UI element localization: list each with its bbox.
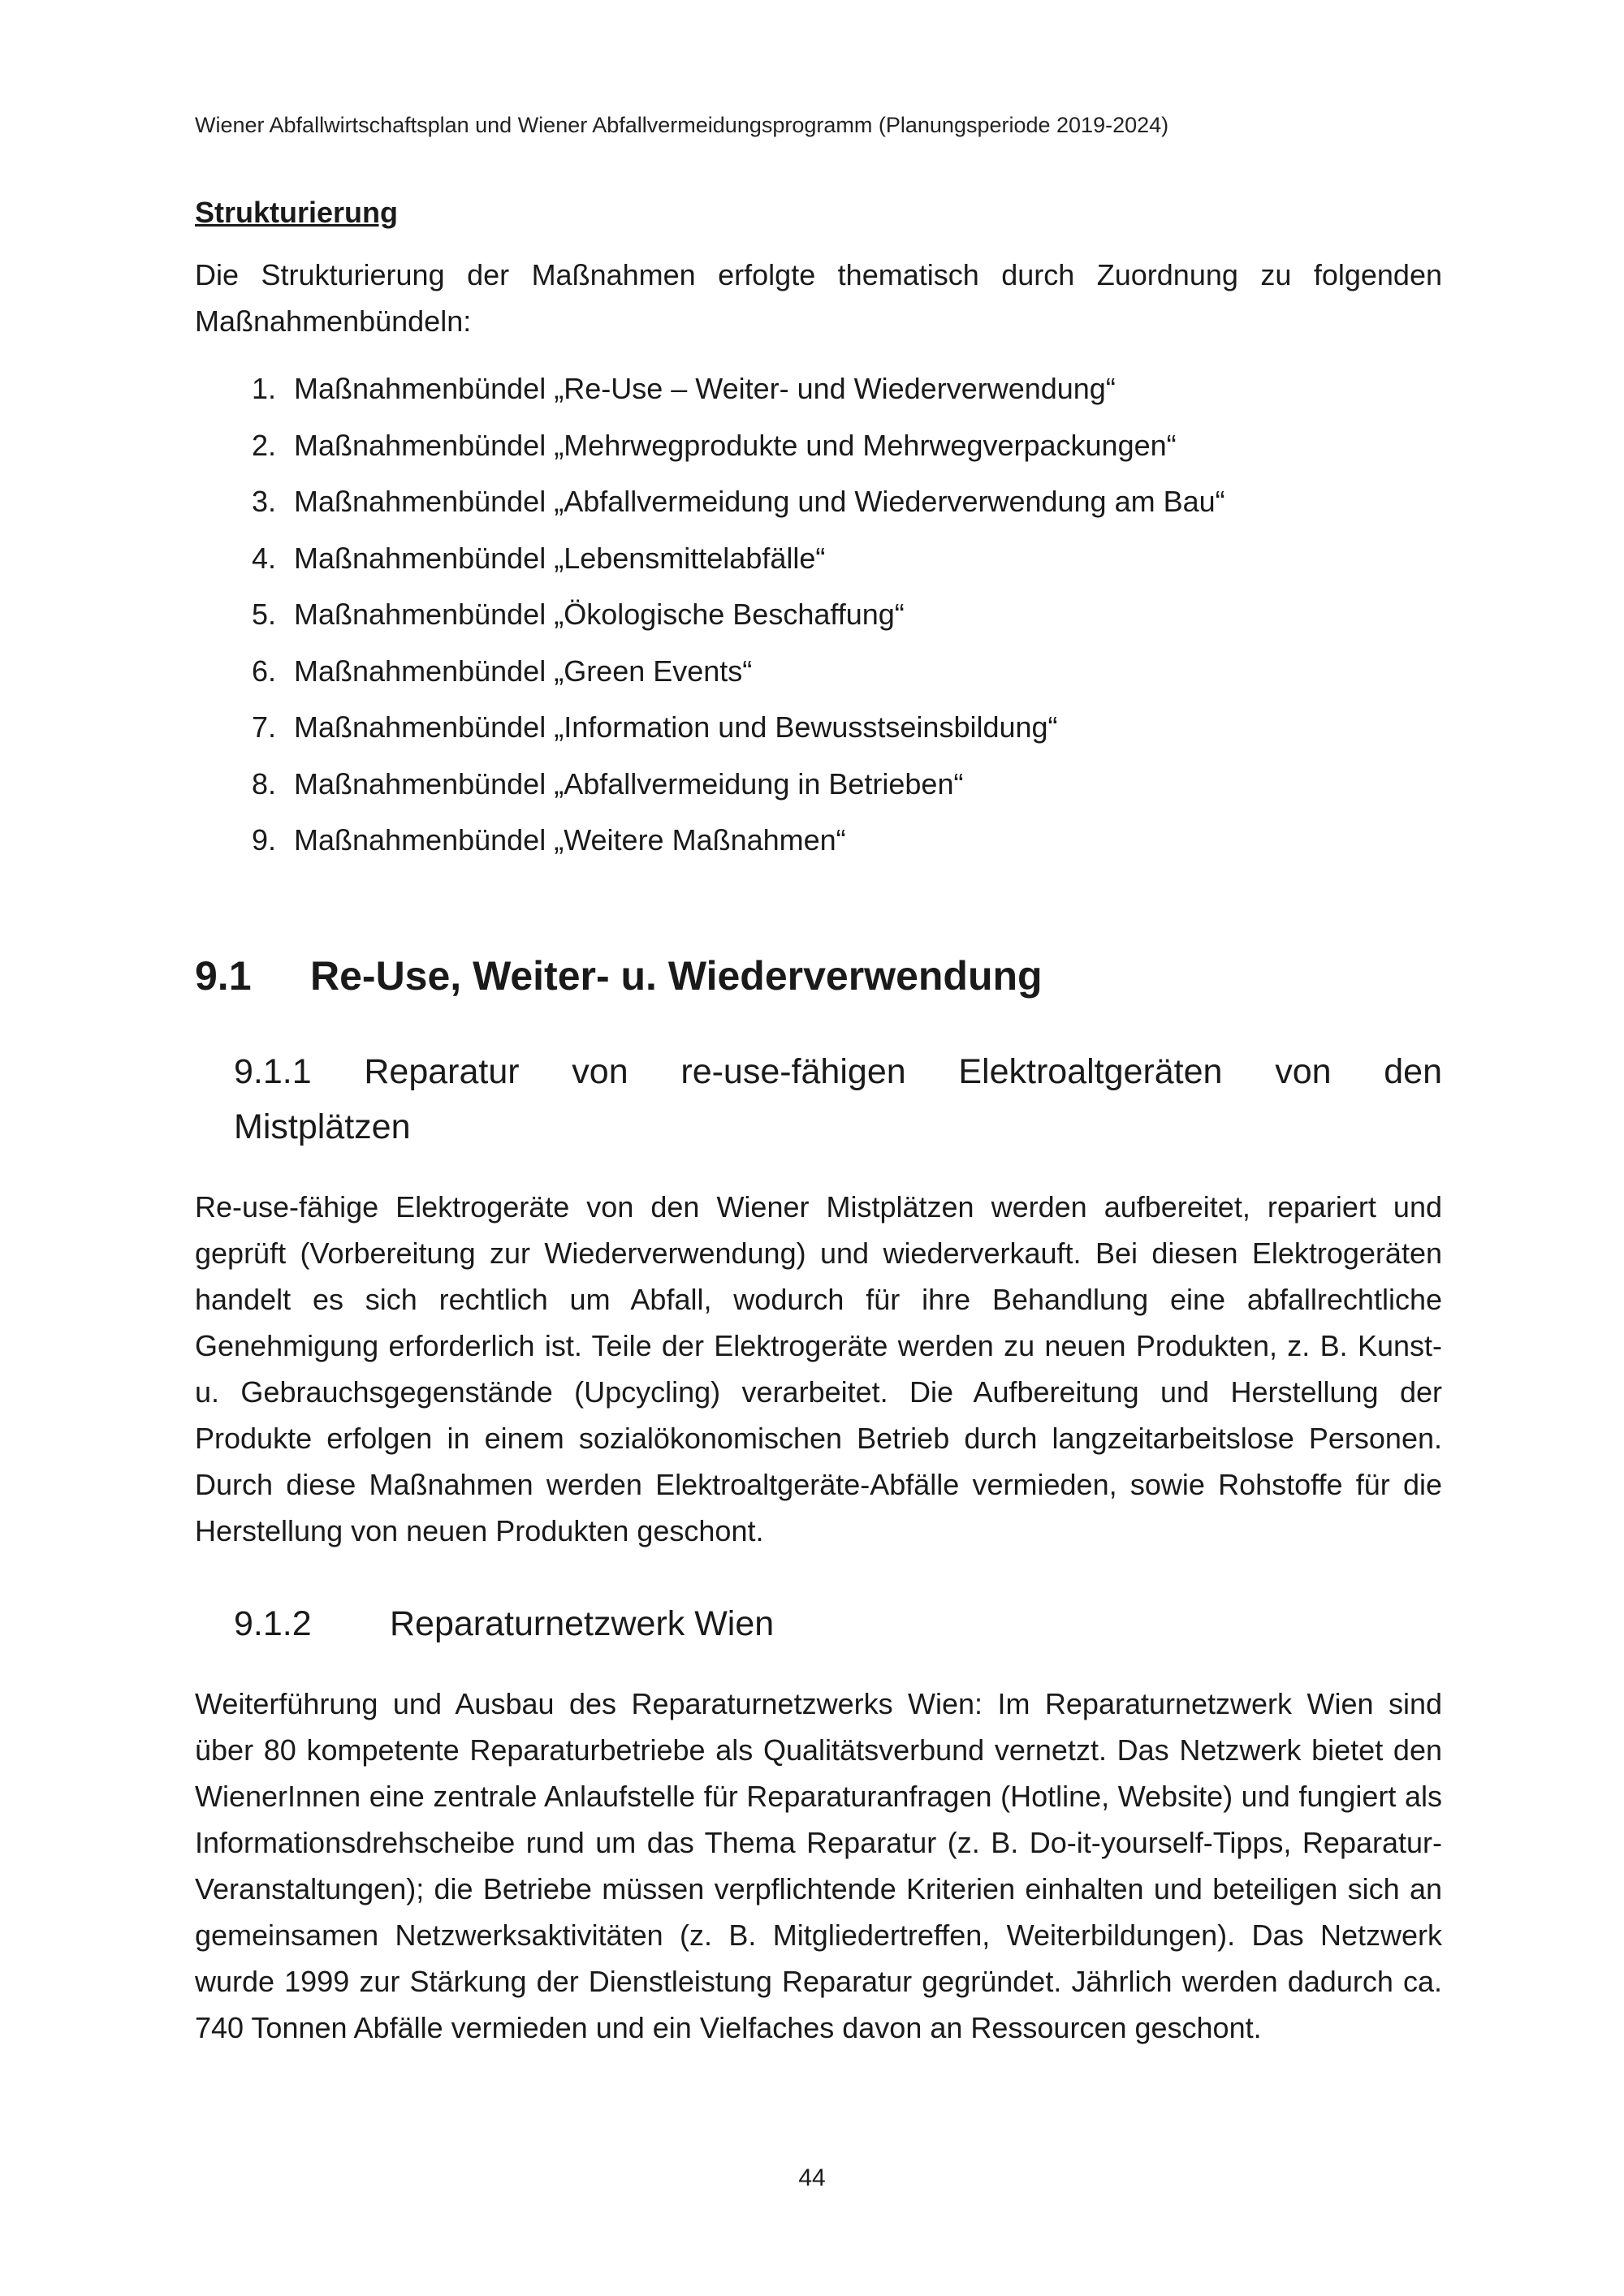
list-item-text: Maßnahmenbündel „Lebensmittelabfälle“ [294,541,826,575]
list-item [195,812,1442,869]
list-item-number: 8. [251,766,276,801]
list-item-text: Maßnahmenbündel „Abfallvermeidung und Wiederverwendung am Bau“ [294,485,1225,518]
list-item-text: Maßnahmenbündel „Mehrwegprodukte und Mehrwegverpackungen“ [294,428,1177,462]
list-item-number: 3. [251,485,276,518]
list-item [195,417,1442,474]
list-item-text: Maßnahmenbündel „Re-Use – Weiter- und Wiederverwendung“ [294,372,1116,405]
list-item-number: 2. [251,428,276,462]
section-heading-9-1 [195,950,1442,1002]
list-item [195,530,1442,587]
list-item-number: 5. [251,598,276,631]
list-item-number: 6. [251,654,276,688]
subsection-heading-9-1-2 [195,1596,1442,1651]
massnahmen-list [195,360,1442,869]
list-item [195,360,1442,417]
strukturierung-intro: Die Strukturierung der Maßnahmen erfolgte thematisch durch Zuordnung zu folgenden Maßnahmenbündeln: [195,258,1442,338]
list-item-text: Maßnahmenbündel „Ökologische Beschaffung“ [294,598,905,631]
list-item [195,586,1442,643]
subsection-9-1-1-body: Re-use-fähige Elektrogeräte von den Wiener Mistplätzen werden aufbereitet, repariert und geprüft (Vorbereitung zur Wiederverwendung) und wiederverkauft. Bei diesen Elektrogeräten handelt es sich rechtlich um Abfall, wodurch für ihre Behandlung eine abfallrechtliche Genehmigung erforderlich ist. Teile der Elektrogeräte werden zu neuen Produkten, z. B. Kunst- u. Gebrauchsgegenstände (Upcycling) verarbeitet. Die Aufbereitung und Herstellung der Produkte erfolgen in einem sozialökonomischen Betrieb durch langzeitarbeitslose Personen. Durch diese Maßnahmen werden Elektroaltgeräte-Abfälle vermieden, sowie Rohstoffe für die Herstellung von neuen Produkten geschont. [195,1189,1442,1547]
list-item [195,473,1442,530]
subsection-title: Reparaturnetzwerk Wien [390,1603,775,1643]
list-item [195,699,1442,756]
list-item [195,756,1442,813]
list-item-number: 9. [251,823,276,857]
subsection-heading-9-1-1: 9.1.1 Reparatur von re-use-fähigen Elektroaltgeräten von den [234,1051,1442,1091]
list-item-text: Maßnahmenbündel „Information und Bewusstseinsbildung“ [294,710,1058,744]
section-number: 9.1 [195,952,252,999]
strukturierung-title: Strukturierung [195,196,399,229]
list-item [195,643,1442,700]
list-item-text: Maßnahmenbündel „Abfallvermeidung in Betrieben“ [294,766,964,801]
list-item-number: 4. [251,541,276,575]
subsection-heading-9-1-1-continued: Mistplätzen [234,1107,411,1146]
subsection-9-1-2-body: Weiterführung und Ausbau des Reparaturnetzwerks Wien: Im Reparaturnetzwerk Wien sind über 80 kompetente Reparaturbetriebe als Qualitätsverbund vernetzt. Das Netzwerk bietet den WienerInnen eine zentrale Anlaufstelle für Reparaturanfragen (Hotline, Website) und fungiert als Informationsdrehscheibe rund um das Thema Reparatur (z. B. Do-it-yourself-Tipps, Reparatur-Veranstaltungen); die Betriebe müssen verpflichtende Kriterien einhalten und beteiligen sich an gemeinsamen Netzwerksaktivitäten (z. B. Mitgliedertreffen, Weiterbildungen). Das Netzwerk wurde 1999 zur Stärkung der Dienstleistung Reparatur gegründet. Jährlich werden dadurch ca. 740 Tonnen Abfälle vermieden und ein Vielfaches davon an Ressourcen geschont. [195,1686,1442,2044]
list-item-number: 7. [251,710,276,744]
running-header: Wiener Abfallwirtschaftsplan und Wiener Abfallvermeidungsprogramm (Planungsperiode 2019-2024) [195,113,1169,137]
list-item-text: Maßnahmenbündel „Green Events“ [294,654,753,688]
subsection-number: 9.1.2 [234,1603,312,1643]
section-title: Re-Use, Weiter- u. Wiederverwendung [310,952,1043,999]
list-item-number: 1. [251,372,276,405]
list-item-text: Maßnahmenbündel „Weitere Maßnahmen“ [294,823,846,857]
page-content [195,193,1442,2051]
page-number: 44 [798,2164,826,2191]
